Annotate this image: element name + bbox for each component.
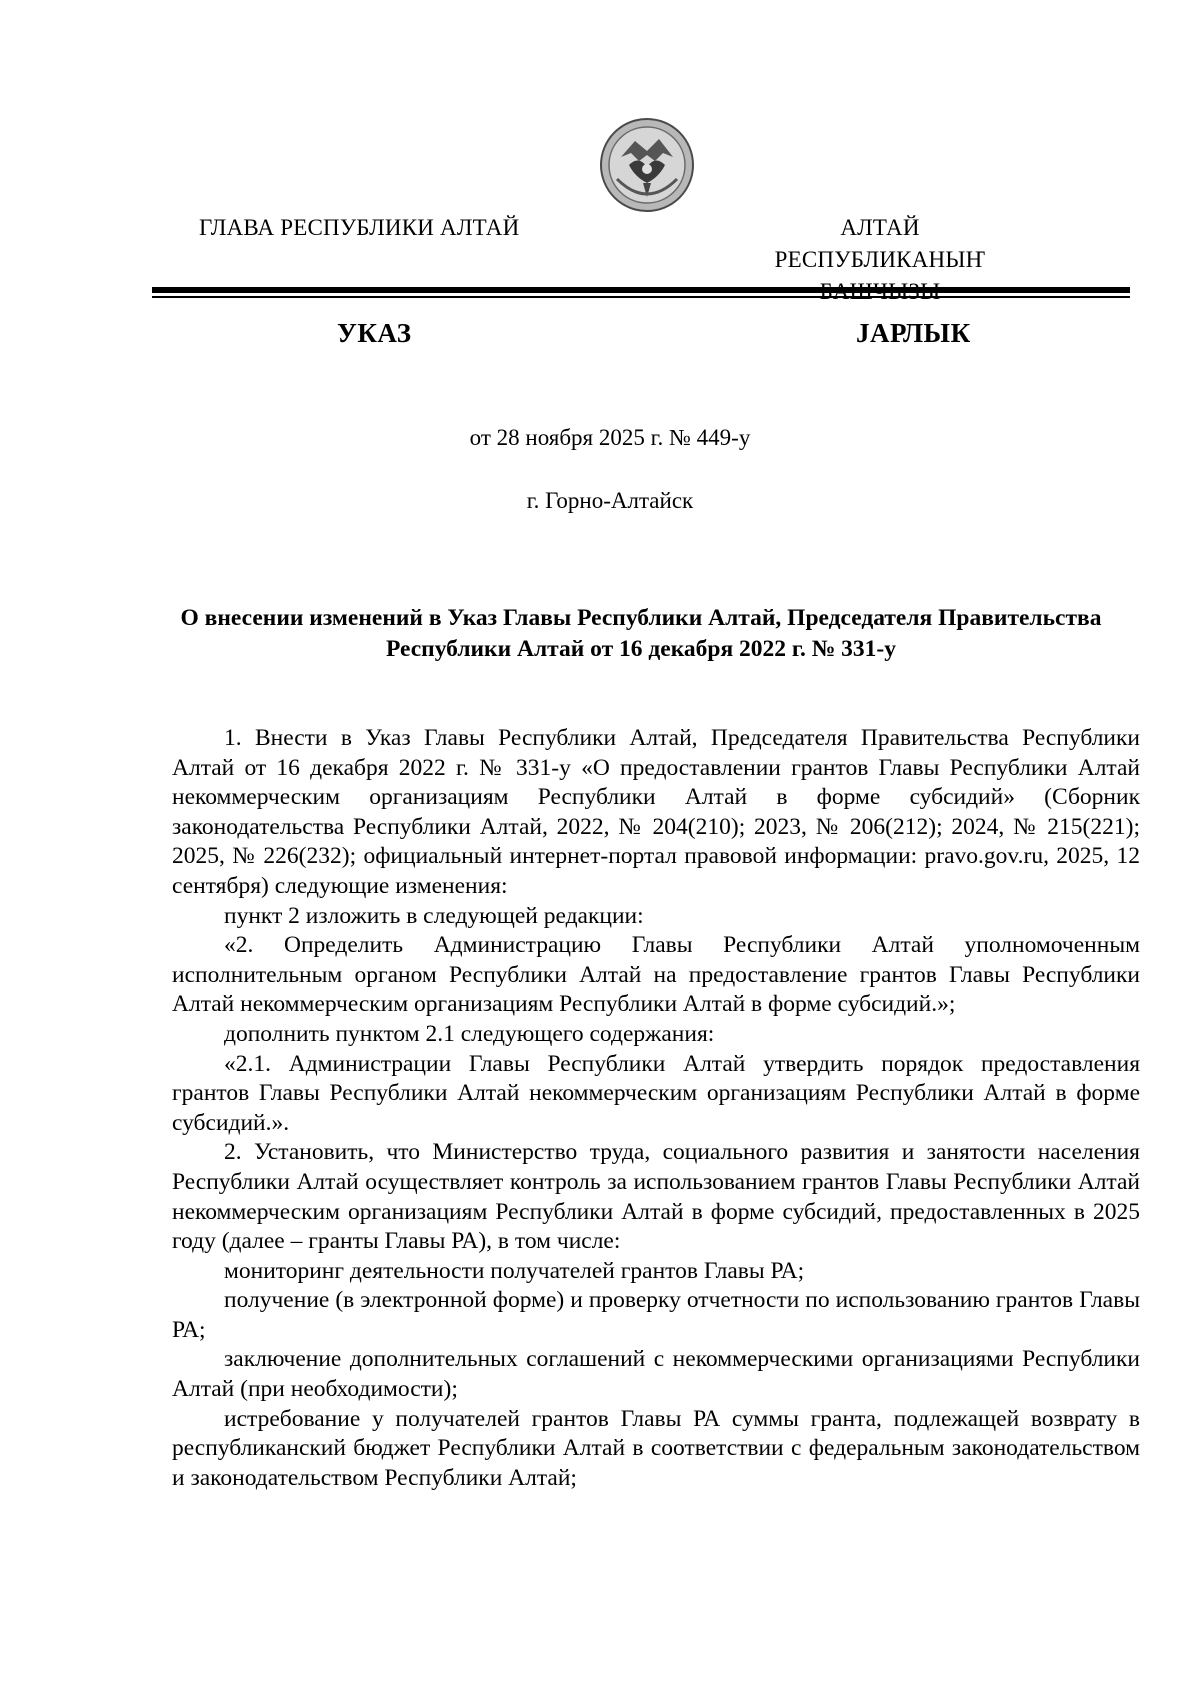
document-body [172,724,1140,1493]
header-divider-thin [152,296,1130,298]
paragraph: дополнить пунктом 2.1 следующего содержания: [224,1020,715,1047]
paragraph: получение (в электронной форме) и проверку отчетности по использованию грантов Главы РА; [172,1287,1140,1343]
paragraph: заключение дополнительных соглашений с некоммерческими организациями Республики Алтай (при необходимости); [172,1346,1140,1403]
paragraph: мониторинг деятельности получателей грантов Главы РА; [224,1257,805,1284]
document-type-right: ЈАРЛЫК [856,318,971,348]
header-right-title [760,212,1000,308]
header-left-title: ГЛАВА РЕСПУБЛИКИ АЛТАЙ [199,215,520,240]
coat-of-arms-icon [599,117,695,213]
header-right-title-line1: АЛТАЙ РЕСПУБЛИКАНЫҤ [774,215,986,272]
document-date-number: от 28 ноября 2025 г. № 449-у [469,425,751,450]
paragraph: «2.1. Администрации Главы Республики Алтай утвердить порядок предоставления грантов Главы Республики Алтай некоммерческим организациям Республики Алтай в форме субсидий.». [172,1050,1140,1136]
document-subject: О внесении изменений в Указ Главы Республики Алтай, Председателя Правительства Республики Алтай от 16 декабря 2022 г. № 331-у [180,605,1102,662]
document-type-left: УКАЗ [337,318,412,348]
paragraph: пункт 2 изложить в следующей редакции: [224,902,644,929]
header-divider-thick [152,287,1130,293]
paragraph: истребование у получателей грантов Главы РА суммы гранта, подлежащей возврату в республиканский бюджет Республики Алтай в соответствии с федеральным законодательством и законодательством Республики Алтай; [172,1405,1140,1491]
document-city: г. Горно-Алтайск [526,488,694,513]
paragraph: 2. Установить, что Министерство труда, социального развития и занятости населения Республики Алтай осуществляет контроль за использованием грантов Главы Республики Алтай некоммерческим организациям Республики Алтай в форме субсидий, предоставленных в 2025 году (далее – гранты Главы РА), в том числе: [172,1139,1140,1255]
paragraph: «2. Определить Администрацию Главы Республики Алтай уполномоченным исполнительным органом Республики Алтай на предоставление грантов Главы Республики Алтай некоммерческим организациям Республики Алтай в форме субсидий.»; [172,932,1140,1018]
paragraph: 1. Внести в Указ Главы Республики Алтай, Председателя Правительства Республики Алтай от 16 декабря 2022 г. № 331-у «О предоставлении грантов Главы Республики Алтай некоммерческим организациям Республики Алтай в форме субсидий» (Сборник законодательства Республики Алтай, 2022, № 204(210); 2023, № 206(212); 2024, № 215(221); 2025, № 226(232); официальный интернет-портал правовой информации: pravo.gov.ru, 2025, 12 сентября) следующие изменения: [172,725,1140,899]
